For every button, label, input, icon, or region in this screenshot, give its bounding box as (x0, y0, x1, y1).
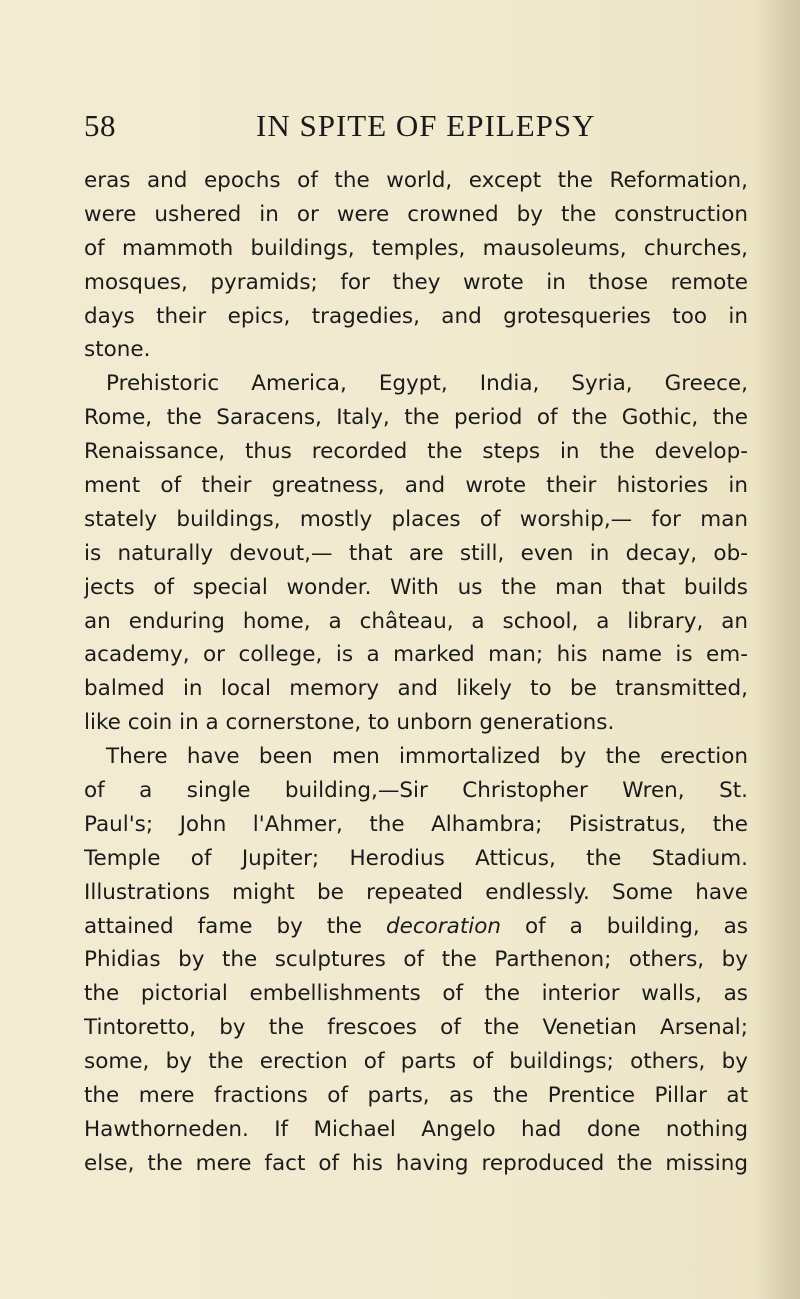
text-line: were ushered in or were crowned by the construction (84, 201, 748, 227)
text-segment: of a building, as (524, 913, 748, 939)
text-line: Rome, the Saracens, Italy, the period of the Gothic, the (84, 405, 748, 431)
text-line: Illustrations might be repeated endlessly. Some have (84, 879, 748, 905)
text-line (84, 910, 748, 944)
text-segment: attained fame by the (84, 913, 363, 939)
text-line: eras and epochs of the world, except the Reformation, (84, 168, 748, 193)
italic-word: decoration (385, 913, 502, 939)
text-line: Renaissance, thus recorded the steps in the develop- (84, 439, 748, 465)
text-line: else, the mere fact of his having reproduced the missing (84, 1150, 748, 1176)
text-line: Tintoretto, by the frescoes of the Venetian Arsenal; (84, 1015, 748, 1041)
text-line: is naturally devout,— that are still, even in decay, ob- (84, 540, 748, 566)
text-line: stone. (84, 337, 151, 363)
text-line: balmed in local memory and likely to be transmitted, (84, 676, 748, 702)
text-line: There have been men immortalized by the erection (106, 744, 748, 770)
text-line: stately buildings, mostly places of worship,— for man (84, 506, 748, 532)
text-line: Hawthorneden. If Michael Angelo had done nothing (84, 1116, 748, 1142)
text-line: an enduring home, a château, a school, a library, an (84, 608, 748, 634)
text-line: academy, or college, is a marked man; his name is em- (84, 642, 748, 668)
body-text (84, 164, 748, 1181)
text-line: the pictorial embellishments of the interior walls, as (84, 981, 748, 1007)
running-head (84, 108, 744, 148)
page-number: 58 (84, 108, 116, 143)
text-line: days their epics, tragedies, and grotesqueries too in (84, 303, 748, 329)
text-line: Phidias by the sculptures of the Parthenon; others, by (84, 947, 748, 973)
text-line: some, by the erection of parts of buildings; others, by (84, 1049, 748, 1075)
text-line: of mammoth buildings, temples, mausoleums, churches, (84, 235, 748, 261)
text-line: Paul's; John l'Ahmer, the Alhambra; Pisistratus, the (84, 811, 748, 837)
text-line: like coin in a cornerstone, to unborn generations. (84, 710, 615, 736)
text-line: Temple of Jupiter; Herodius Atticus, the Stadium. (84, 845, 748, 871)
text-line: Prehistoric America, Egypt, India, Syria, Greece, (106, 371, 748, 397)
running-title: IN SPITE OF EPILEPSY (256, 108, 596, 143)
text-line: ment of their greatness, and wrote their histories in (84, 473, 748, 499)
text-line: jects of special wonder. With us the man that builds (84, 574, 748, 600)
text-line: mosques, pyramids; for they wrote in those remote (84, 269, 748, 295)
text-line: the mere fractions of parts, as the Prentice Pillar at (84, 1083, 748, 1109)
text-line: of a single building,—Sir Christopher Wren, St. (84, 778, 748, 804)
